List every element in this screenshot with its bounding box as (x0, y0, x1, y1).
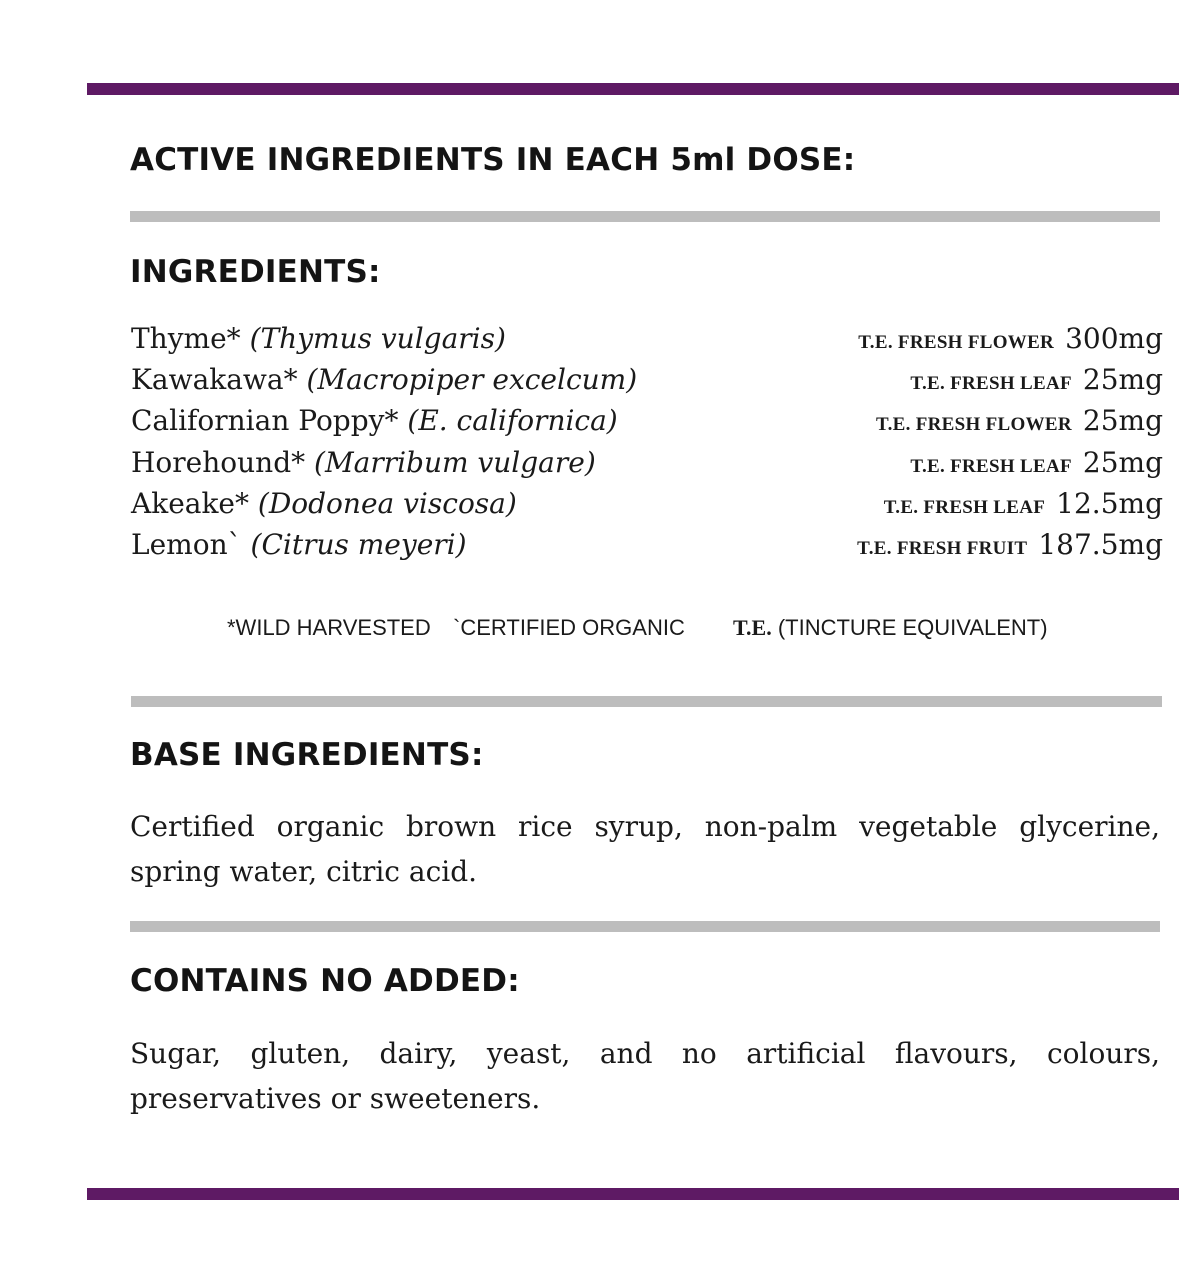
ingredient-amount: 25mg (1082, 445, 1163, 479)
ingredient-te-label: T.E. FRESH FLOWER (876, 414, 1072, 436)
ingredient-common-name: Akeake* (131, 486, 249, 520)
ingredient-te-label: T.E. FRESH LEAF (910, 373, 1072, 395)
ingredient-dose (884, 487, 1163, 520)
top-accent-bar (87, 83, 1179, 95)
divider (130, 211, 1160, 222)
ingredient-amount: 300mg (1065, 322, 1163, 355)
ingredient-latin-name: (E. californica) (407, 404, 618, 438)
ingredients-list (131, 322, 1163, 569)
page-title: ACTIVE INGREDIENTS IN EACH 5ml DOSE: (130, 142, 856, 178)
contains-no-added-text: Sugar, gluten, dairy, yeast, and no artificial flavours, colours, preservatives or sweeteners. (130, 1037, 1160, 1115)
ingredient-latin-name: (Macropiper excelcum) (306, 363, 638, 397)
ingredient-row (131, 404, 1163, 445)
ingredient-dose (910, 363, 1163, 396)
ingredient-latin-name: (Marribum vulgare) (314, 445, 596, 479)
ingredient-common-name: Lemon` (131, 527, 242, 561)
ingredients-heading: INGREDIENTS: (130, 254, 381, 290)
ingredient-row (131, 446, 1163, 487)
ingredient-dose (857, 528, 1163, 561)
ingredient-dose (910, 446, 1163, 479)
base-ingredients-text: Certified organic brown rice syrup, non-palm vegetable glycerine, spring water, citric acid. (130, 810, 1160, 888)
legend-te-text: (TINCTURE EQUIVALENT) (777, 615, 1048, 640)
ingredient-latin-name: (Thymus vulgaris) (249, 322, 506, 355)
base-ingredients-heading: BASE INGREDIENTS: (130, 737, 484, 773)
ingredient-amount: 25mg (1082, 363, 1163, 397)
legend-wild-harvested: *WILD HARVESTED (227, 615, 431, 640)
ingredient-name (131, 404, 618, 437)
ingredient-common-name: Horehound* (131, 445, 306, 479)
bottom-accent-bar (87, 1188, 1179, 1200)
ingredient-amount: 25mg (1082, 404, 1163, 438)
ingredient-row (131, 528, 1163, 569)
ingredient-common-name: Californian Poppy* (131, 404, 399, 438)
ingredient-te-label: T.E. FRESH LEAF (883, 496, 1046, 518)
ingredient-name (131, 322, 506, 355)
ingredient-amount: 187.5mg (1038, 527, 1163, 561)
legend-tincture-equivalent (733, 615, 1048, 641)
ingredient-common-name: Thyme* (131, 322, 241, 355)
ingredient-row (131, 363, 1163, 404)
legend-certified-organic: `CERTIFIED ORGANIC (453, 615, 685, 640)
ingredient-common-name: Kawakawa* (131, 363, 298, 397)
ingredient-dose (858, 322, 1163, 355)
divider (131, 696, 1162, 707)
ingredient-name (131, 363, 637, 396)
ingredient-te-label: T.E. FRESH FLOWER (858, 332, 1055, 353)
ingredient-latin-name: (Citrus meyeri) (250, 527, 467, 561)
legend-te-abbr: T.E. (733, 615, 772, 640)
ingredient-te-label: T.E. FRESH LEAF (910, 455, 1072, 477)
ingredient-row (131, 487, 1163, 528)
contains-no-added-heading: CONTAINS NO ADDED: (130, 963, 520, 999)
ingredient-name (131, 446, 596, 479)
ingredient-te-label: T.E. FRESH FRUIT (857, 537, 1028, 559)
ingredient-dose (876, 404, 1163, 437)
ingredient-name (131, 528, 467, 561)
ingredient-latin-name: (Dodonea viscosa) (257, 486, 517, 520)
ingredient-name (131, 487, 517, 520)
ingredient-row (131, 322, 1163, 363)
divider (130, 921, 1160, 932)
ingredient-amount: 12.5mg (1056, 486, 1163, 520)
